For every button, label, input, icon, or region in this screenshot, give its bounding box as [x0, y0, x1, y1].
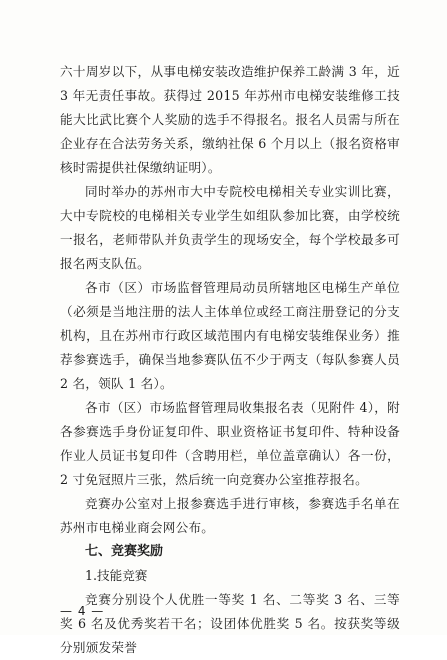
- paragraph-recommendation: 各市（区）市场监督管理局动员所辖地区电梯生产单位（必须是当地注册的法人主体单位或经工商注册登记的分支机构，且在苏州市行政区域范围内有电梯安装维保业务）推荐参赛选手，确保当地参赛队伍不少于两支（每队参赛人员 2 名，领队 1 名）。: [60, 280, 400, 391]
- document-body: [60, 60, 400, 660]
- paragraph-eligibility: 六十周岁以下，从事电梯安装改造维护保养工龄满 3 年，近 3 年无责任事故。获得过 2015 年苏州市电梯安装维修工技能大比武比赛个人奖励的选手不得报名。报名人员需与所在企业存在合法劳务关系，缴纳社保 6 个月以上（报名资格审核时需提供社保缴纳证明）。: [60, 64, 400, 175]
- paragraph-awards: 竞赛分别设个人优胜一等奖 1 名、二等奖 3 名、三等奖 6 名及优秀奖若干名；设团体优胜奖 5 名。按获奖等级分别颁发荣誉: [60, 592, 400, 655]
- subheading: 1.技能竞赛: [85, 568, 148, 583]
- paragraph-registration-materials: 各市（区）市场监督管理局收集报名表（见附件 4），附各参赛选手身份证复印件、职业资格证书复印件、特种设备作业人员证书复印件（含聘用栏，单位盖章确认）各一份，2 寸免冠照片三张，然后统一向竞赛办公室推荐报名。: [60, 400, 400, 487]
- page-number: — 4 —: [60, 604, 105, 618]
- paragraph-student-competition: 同时举办的苏州市大中专院校电梯相关专业实训比赛，大中专院校的电梯相关专业学生如组队参加比赛，由学校统一报名，老师带队并负责学生的现场安全，每个学校最多可报名两支队伍。: [60, 184, 400, 271]
- paragraph-review: 竞赛办公室对上报参赛选手进行审核，参赛选手名单在苏州市电梯业商会网公布。: [60, 496, 400, 535]
- section-heading: 七、竞赛奖励: [85, 544, 164, 559]
